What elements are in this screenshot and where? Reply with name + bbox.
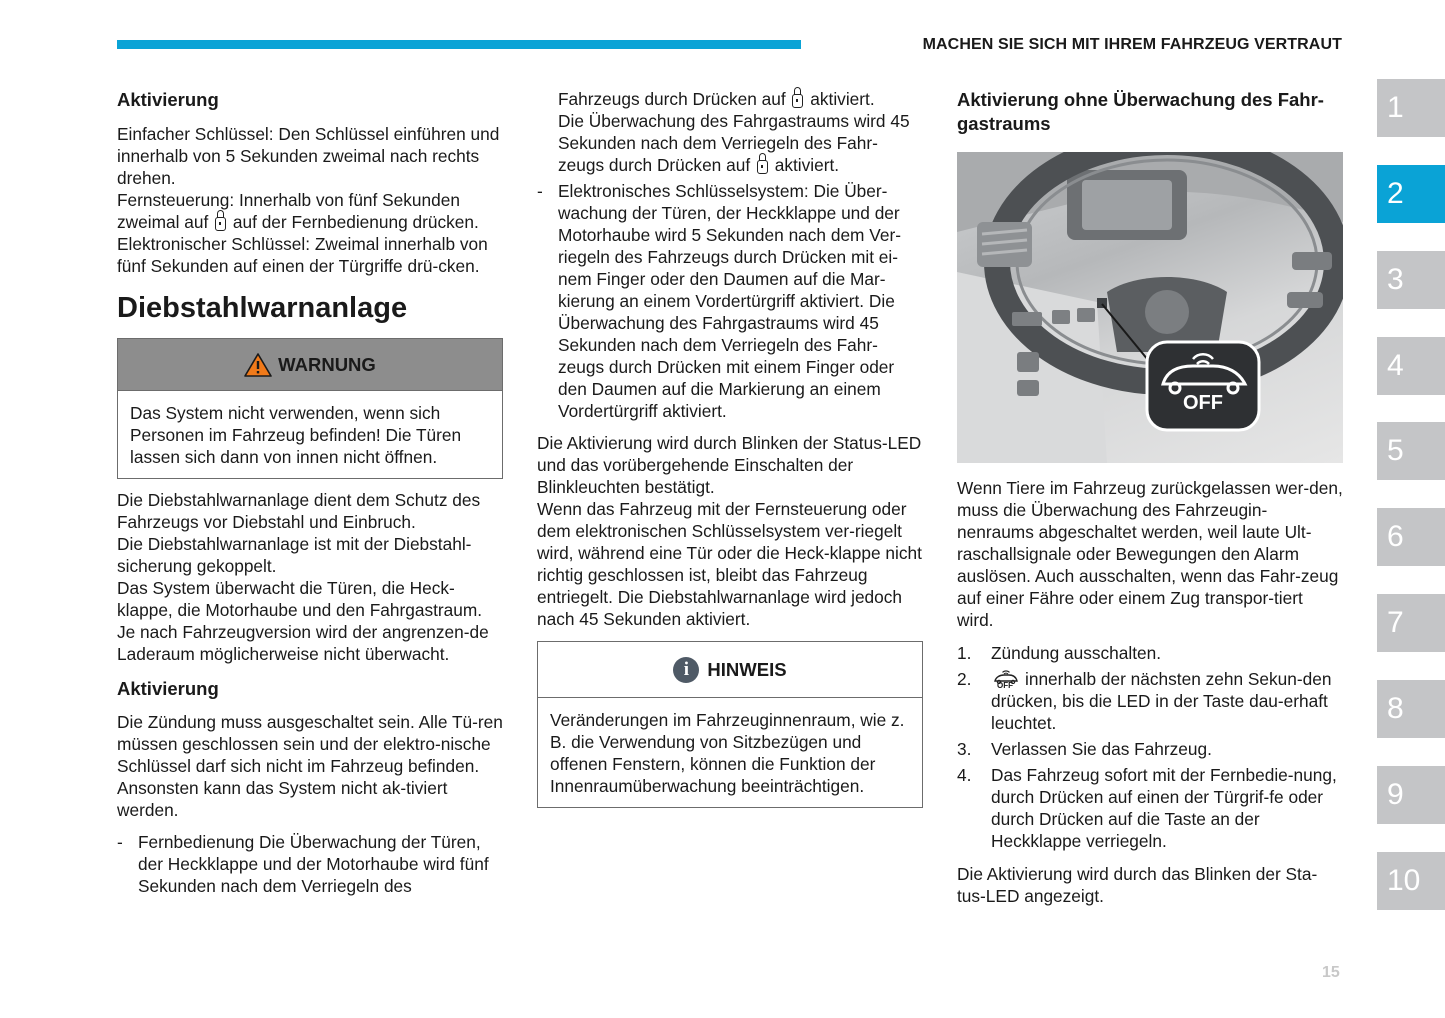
paragraph-coupled: Die Diebstahlwarnanlage ist mit der Diebstahl-sicherung gekoppelt. [117,534,472,576]
tab-chapter-1[interactable]: 1 [1377,79,1445,137]
column-right [957,88,1343,907]
warning-title: WARNUNG [278,353,376,375]
hint-title: HINWEIS [707,658,787,680]
tab-chapter-9[interactable]: 9 [1377,766,1445,824]
page-number: 15 [1322,964,1340,981]
interior-off-icon: OFF [991,670,1021,690]
heading-without-interior: Aktivierung ohne Überwachung des Fahr-gastraums [957,89,1324,134]
hint-text: Veränderungen im Fahrzeuginnenraum, wie z. B. die Verwendung von Sitzbezügen und offenen Fenstern, können die Funktion der Innenraumüberwachung beeinträchtigen. [550,710,905,796]
tab-chapter-7[interactable]: 7 [1377,594,1445,652]
paragraph-unlocked: Wenn das Fahrzeug mit der Fernsteuerung oder dem elektronischen Schlüsselsystem ver-riegelt wird, während eine Tür oder die Heck-klappe nicht richtig geschlossen ist, bleibt das Fahrzeug entriegelt. Die Diebstahlwarnanlage wird jedoch nach 45 Sekunden aktiviert. [537,499,922,629]
list-item: 1. Zündung ausschalten. [957,643,1162,663]
steps-list [957,642,1343,852]
list-item: 3. Verlassen Sie das Fahrzeug. [957,739,1212,759]
chapter-title: MACHEN SIE SICH MIT IHREM FAHRZEUG VERTRAUT [922,36,1342,53]
paragraph-confirmation: Die Aktivierung wird durch Blinken der Status-LED und das vorübergehende Einschalten der Blinkleuchten bestätigt. [537,433,922,497]
continuation-interior: Die Überwachung des Fahrgastraums wird 45 Sekunden nach dem Verriegeln des Fahr-zeugs durch Drücken auf aktiviert. [558,111,910,175]
tab-chapter-3[interactable]: 3 [1377,251,1445,309]
tab-chapter-6[interactable]: 6 [1377,508,1445,566]
column-middle [537,88,923,808]
tab-chapter-2[interactable]: 2 [1377,165,1445,223]
off-badge-label: OFF [1183,392,1223,414]
lock-icon [215,217,226,231]
continuation-line: Fahrzeugs durch Drücken auf aktiviert. [558,89,875,109]
paragraph-electronic-key: Elektronischer Schlüssel: Zweimal innerhalb von fünf Sekunden auf einen der Türgriffe drü-cken. [117,234,488,276]
paragraph-monitoring: Das System überwacht die Türen, die Heck-klappe, die Motorhaube und den Fahrgastraum. Je nach Fahrzeugversion wird der angrenzen-de Laderaum möglicherweise nicht überwacht. [117,578,489,664]
tab-chapter-10[interactable]: 10 [1377,852,1445,910]
lock-icon [757,160,768,174]
lock-icon [792,94,803,108]
dashboard-photo [957,152,1343,463]
section-title: Diebstahlwarnanlage [117,292,408,324]
column-left [117,88,503,897]
warning-header [118,339,502,391]
paragraph-remote: Fernsteuerung: Innerhalb von fünf Sekunden zweimal auf auf der Fernbedienung drücken. [117,190,479,232]
tab-chapter-4[interactable]: 4 [1377,337,1445,395]
list-item-electronic: - Elektronisches Schlüsselsystem: Die Über-wachung der Türen, der Heckklappe und der Motorhaube wird 5 Sekunden nach dem Ver-riegeln des Fahrzeugs durch Drücken mit ei-nem Finger oder den Daumen auf die Mar-kierung an einem Vordertürgriff aktiviert. Die Überwachung des Fahrgastraums wird 45 Sekunden nach dem Verriegeln des Fahr-zeugs durch Drücken mit einem Finger oder den Daumen auf die Markierung an einem Vordertürgriff aktiviert. [537,181,901,421]
paragraph-ignition: Die Zündung muss ausgeschaltet sein. Alle Tü-ren müssen geschlossen sein und der elektro-nische Schlüssel darf sich nicht im Fahrzeug befinden. Ansonsten kann das System nicht ak-tiviert werden. [117,712,503,820]
heading-aktivierung-2: Aktivierung [117,678,219,699]
heading-aktivierung: Aktivierung [117,89,219,110]
dashboard-illustration [957,152,1343,463]
warning-text: Das System nicht verwenden, wenn sich Personen im Fahrzeug befinden! Die Türen lassen sich dann von innen nicht öffnen. [130,403,462,467]
paragraph-purpose: Die Diebstahlwarnanlage dient dem Schutz des Fahrzeugs vor Diebstahl und Einbruch. [117,490,481,532]
paragraph-animals: Wenn Tiere im Fahrzeug zurückgelassen wer-den, muss die Überwachung des Fahrzeugin-nenraums abgeschaltet werden, weil laute Ult-raschallsignale oder Bewegungen den Alarm auslösen. Auch ausschalten, wenn das Fahr-zeug auf einer Fähre oder einem Zug transpor-tiert wird. [957,478,1343,630]
hint-box [537,641,923,808]
paragraph-status-led: Die Aktivierung wird durch das Blinken der Sta-tus-LED angezeigt. [957,864,1318,906]
paragraph-simple-key: Einfacher Schlüssel: Den Schlüssel einführen und innerhalb von 5 Sekunden zweimal nach rechts drehen. [117,124,500,188]
warning-triangle-icon [244,352,272,377]
warning-box [117,338,503,479]
tab-chapter-8[interactable]: 8 [1377,680,1445,738]
hint-header [538,642,922,698]
tab-chapter-5[interactable]: 5 [1377,422,1445,480]
list-item: 4. Das Fahrzeug sofort mit der Fernbedie-nung, durch Drücken auf einen der Türgrif-fe oder durch Drücken auf die Taste an der Heckklappe verriegeln. [957,765,1337,851]
header-accent-bar [117,40,801,49]
list-item: 2. OFF innerhalb der nächsten zehn Sekun-den drücken, bis die LED in der Taste dau-erhaft leuchtet. [957,669,1332,733]
list-item-remote: - Fernbedienung Die Überwachung der Türen, der Heckklappe und der Motorhaube wird fünf Sekunden nach dem Verriegeln des [117,832,489,896]
info-icon: i [673,657,699,683]
